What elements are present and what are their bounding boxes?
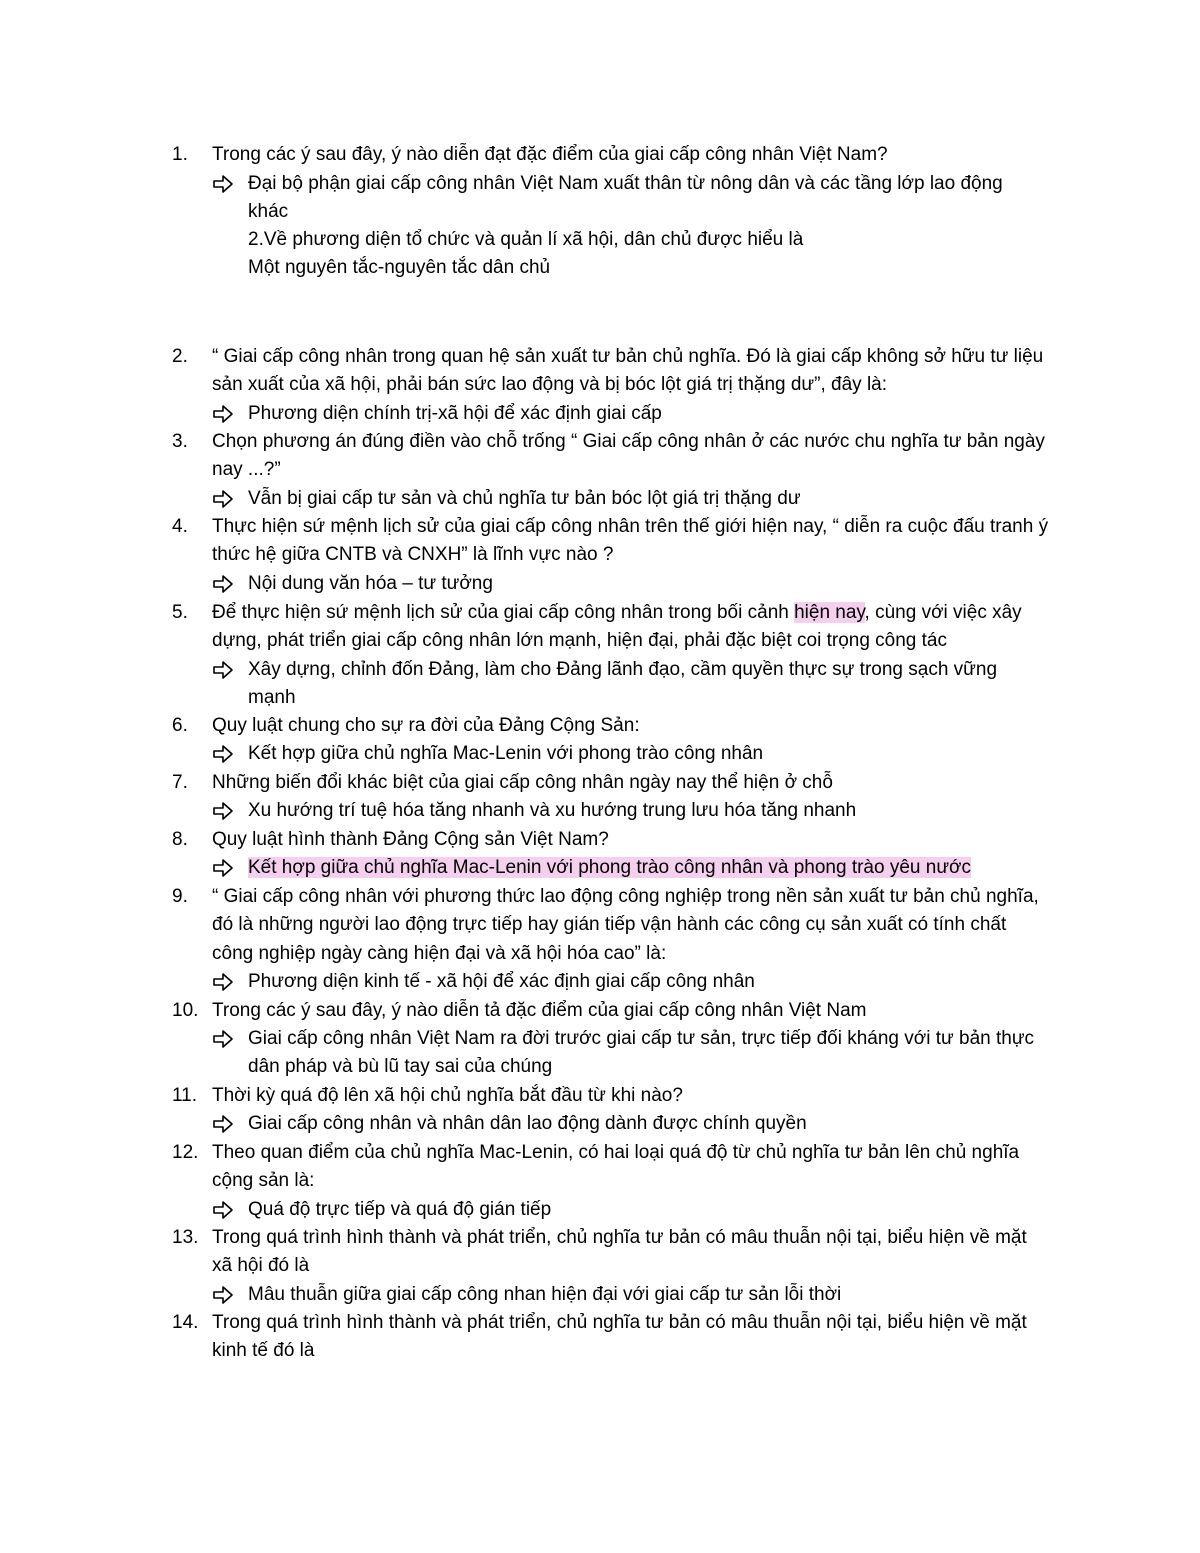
outline-right-arrow-icon	[212, 1113, 234, 1135]
outline-right-arrow-icon	[212, 659, 234, 681]
question-number: 4.	[172, 516, 188, 537]
question-text: Thực hiện sứ mệnh lịch sử của giai cấp công nhân trên thế giới hiện nay, “ diễn ra cuộc đấu tranh ý thức hệ giữa CNTB và CNXH” là lĩnh vực nào ?	[212, 516, 1049, 566]
question-text: Quy luật hình thành Đảng Cộng sản Việt Nam?	[212, 829, 609, 850]
answer-text: Giai cấp công nhân Việt Nam ra đời trước giai cấp tư sản, trực tiếp đối kháng với tư bản thực dân pháp và bù lũ tay sai của chúng	[248, 1028, 1035, 1078]
question-text: Thời kỳ quá độ lên xã hội chủ nghĩa bắt đầu từ khi nào?	[212, 1085, 683, 1106]
answer-text: Kết hợp giữa chủ nghĩa Mac-Lenin với phong trào công nhân	[248, 743, 764, 764]
answer-text: Đại bộ phận giai cấp công nhân Việt Nam xuất thân từ nông dân và các tầng lớp lao động khác	[248, 173, 1003, 223]
question-text: Trong quá trình hình thành và phát triển, chủ nghĩa tư bản có mâu thuẫn nội tại, biểu hiện về mặt xã hội đó là	[212, 1227, 1027, 1277]
outline-right-arrow-icon	[212, 403, 234, 425]
answer-text	[248, 854, 1048, 882]
outline-right-arrow-icon	[212, 857, 234, 879]
answer-text: Phương diện chính trị-xã hội để xác định giai cấp	[248, 403, 662, 424]
question-number: 7.	[172, 772, 188, 793]
answer-text: Quá độ trực tiếp và quá độ gián tiếp	[248, 1199, 552, 1220]
outline-right-arrow-icon	[212, 173, 234, 195]
outline-right-arrow-icon	[212, 488, 234, 510]
extra-line: 2.Về phương diện tổ chức và quản lí xã hội, dân chủ được hiểu là	[248, 229, 804, 250]
answer-text: Nội dung văn hóa – tư tưởng	[248, 573, 493, 594]
outline-right-arrow-icon	[212, 971, 234, 993]
question-text: Trong các ý sau đây, ý nào diễn đạt đặc điểm của giai cấp công nhân Việt Nam?	[212, 144, 888, 165]
outline-right-arrow-icon	[212, 1284, 234, 1306]
outline-right-arrow-icon	[212, 743, 234, 765]
highlighted-answer: Kết hợp giữa chủ nghĩa Mac-Lenin với phong trào công nhân và phong trào yêu nước	[248, 857, 972, 878]
answer-text: Vẫn bị giai cấp tư sản và chủ nghĩa tư bản bóc lột giá trị thặng dư	[248, 488, 801, 509]
question-number: 2.	[172, 346, 188, 367]
question-text: “ Giai cấp công nhân với phương thức lao động công nghiệp trong nền sản xuất tư bản chủ nghĩa, đó là những người lao động trực tiếp hay gián tiếp vận hành các công cụ sản xuất có tính chất công nghiệp ngày càng hiện đại và xã hội hóa cao” là:	[212, 886, 1039, 964]
answer-text: Mâu thuẫn giữa giai cấp công nhan hiện đại với giai cấp tư sản lỗi thời	[248, 1284, 842, 1305]
question-number: 9.	[172, 886, 188, 907]
question-number: 1.	[172, 144, 188, 165]
answer-text: Xu hướng trí tuệ hóa tăng nhanh và xu hướng trung lưu hóa tăng nhanh	[248, 800, 857, 821]
outline-right-arrow-icon	[212, 800, 234, 822]
question-text: Những biến đổi khác biệt của giai cấp công nhân ngày nay thể hiện ở chỗ	[212, 772, 833, 793]
question-text: Quy luật chung cho sự ra đời của Đảng Cộng Sản:	[212, 715, 640, 736]
question-number: 5.	[172, 602, 188, 623]
question-text: Theo quan điểm của chủ nghĩa Mac-Lenin, có hai loại quá độ từ chủ nghĩa tư bản lên chủ nghĩa cộng sản là:	[212, 1142, 1020, 1192]
outline-right-arrow-icon	[212, 1028, 234, 1050]
answer-text: Phương diện kinh tế - xã hội để xác định giai cấp công nhân	[248, 971, 755, 992]
outline-right-arrow-icon	[212, 1199, 234, 1221]
question-text: Trong quá trình hình thành và phát triển, chủ nghĩa tư bản có mâu thuẫn nội tại, biểu hiện về mặt kinh tế đó là	[212, 1312, 1027, 1362]
question-number: 14.	[172, 1312, 199, 1333]
question-number: 12.	[172, 1142, 199, 1163]
extra-line: Một nguyên tắc-nguyên tắc dân chủ	[248, 257, 551, 278]
answer-text: Giai cấp công nhân và nhân dân lao động dành được chính quyền	[248, 1113, 807, 1134]
highlighted-text: hiện nay	[794, 602, 865, 623]
answer-text: Xây dựng, chỉnh đốn Đảng, làm cho Đảng lãnh đạo, cầm quyền thực sự trong sạch vững mạnh	[248, 659, 998, 709]
question-text: Trong các ý sau đây, ý nào diễn tả đặc điểm của giai cấp công nhân Việt Nam	[212, 1000, 867, 1021]
question-number: 11.	[172, 1085, 198, 1106]
question-text: “ Giai cấp công nhân trong quan hệ sản xuất tư bản chủ nghĩa. Đó là giai cấp không sở hữu tư liệu sản xuất của xã hội, phải bán sức lao động và bị bóc lột giá trị thặng dư”, đây là:	[212, 346, 1044, 396]
question-number: 13.	[172, 1227, 199, 1248]
question-text: Để thực hiện sứ mệnh lịch sử của giai cấp công nhân trong bối cảnh hiện nay, cùng với việc xây dựng, phát triển giai cấp công nhân lớn mạnh, hiện đại, phải đặc biệt coi trọng công tác	[212, 602, 1022, 652]
question-text: Chọn phương án đúng điền vào chỗ trống “ Giai cấp công nhân ở các nước chu nghĩa tư bản ngày nay ...?”	[212, 431, 1045, 481]
question-number: 3.	[172, 431, 188, 452]
question-number: 10.	[172, 1000, 199, 1021]
outline-right-arrow-icon	[212, 573, 234, 595]
question-number: 8.	[172, 829, 188, 850]
question-number: 6.	[172, 715, 188, 736]
